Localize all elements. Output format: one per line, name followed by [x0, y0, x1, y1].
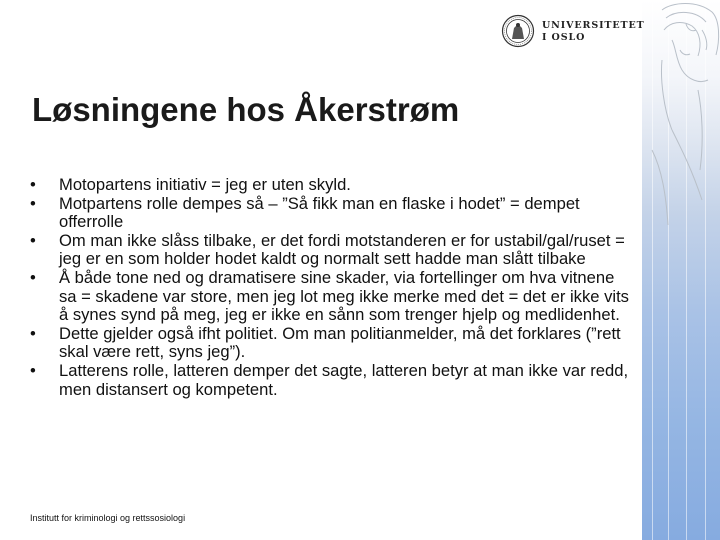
university-seal-icon	[501, 14, 535, 48]
bullet-marker: •	[30, 323, 36, 343]
bullet-item	[30, 195, 630, 232]
bullet-item	[30, 232, 630, 269]
bullet-item	[30, 325, 630, 362]
university-logo	[501, 14, 645, 52]
university-name	[542, 20, 645, 44]
bullet-text: Motpartens rolle dempes så – ”Så fikk man en flaske i hodet” = dempet offerrolle	[59, 193, 580, 232]
bullet-marker: •	[30, 230, 36, 250]
bullet-text: Om man ikke slåss tilbake, er det fordi motstanderen er for ustabil/gal/ruset = jeg er en som holder hodet kaldt og normalt sett hadde man slått tilbake	[59, 230, 625, 269]
bullet-item	[30, 362, 630, 399]
bullet-text: Latterens rolle, latteren demper det sagte, latteren betyr at man ikke var redd, men distansert og kompetent.	[59, 360, 629, 399]
bullet-list	[30, 176, 630, 399]
bullet-marker: •	[30, 360, 36, 380]
statue-sketch-icon	[642, 0, 720, 230]
university-name-line-2: I OSLO	[542, 32, 586, 43]
bullet-marker: •	[30, 175, 36, 194]
university-name-line-1: UNIVERSITETET	[542, 20, 645, 31]
bullet-text: Dette gjelder også ifht politiet. Om man politianmelder, må det forklares (”rett skal være rett, syns jeg”).	[59, 323, 621, 362]
bullet-text: Motopartens initiativ = jeg er uten skyld.	[59, 175, 351, 194]
bullet-marker: •	[30, 193, 36, 213]
footer-institute: Institutt for kriminologi og rettssosiologi	[30, 513, 186, 523]
bullet-item	[30, 176, 630, 195]
bullet-item	[30, 269, 630, 325]
bullet-marker: •	[30, 267, 36, 287]
bullet-text: Å både tone ned og dramatisere sine skader, via fortellinger om hva vitnene sa = skadene var store, men jeg lot meg ikke merke med det = det er ikke vits å synes synd på meg, jeg er ikke en sånn som trenger hjelp og medlidenhet.	[59, 267, 629, 325]
slide-title: Løsningene hos Åkerstrøm	[32, 91, 460, 128]
